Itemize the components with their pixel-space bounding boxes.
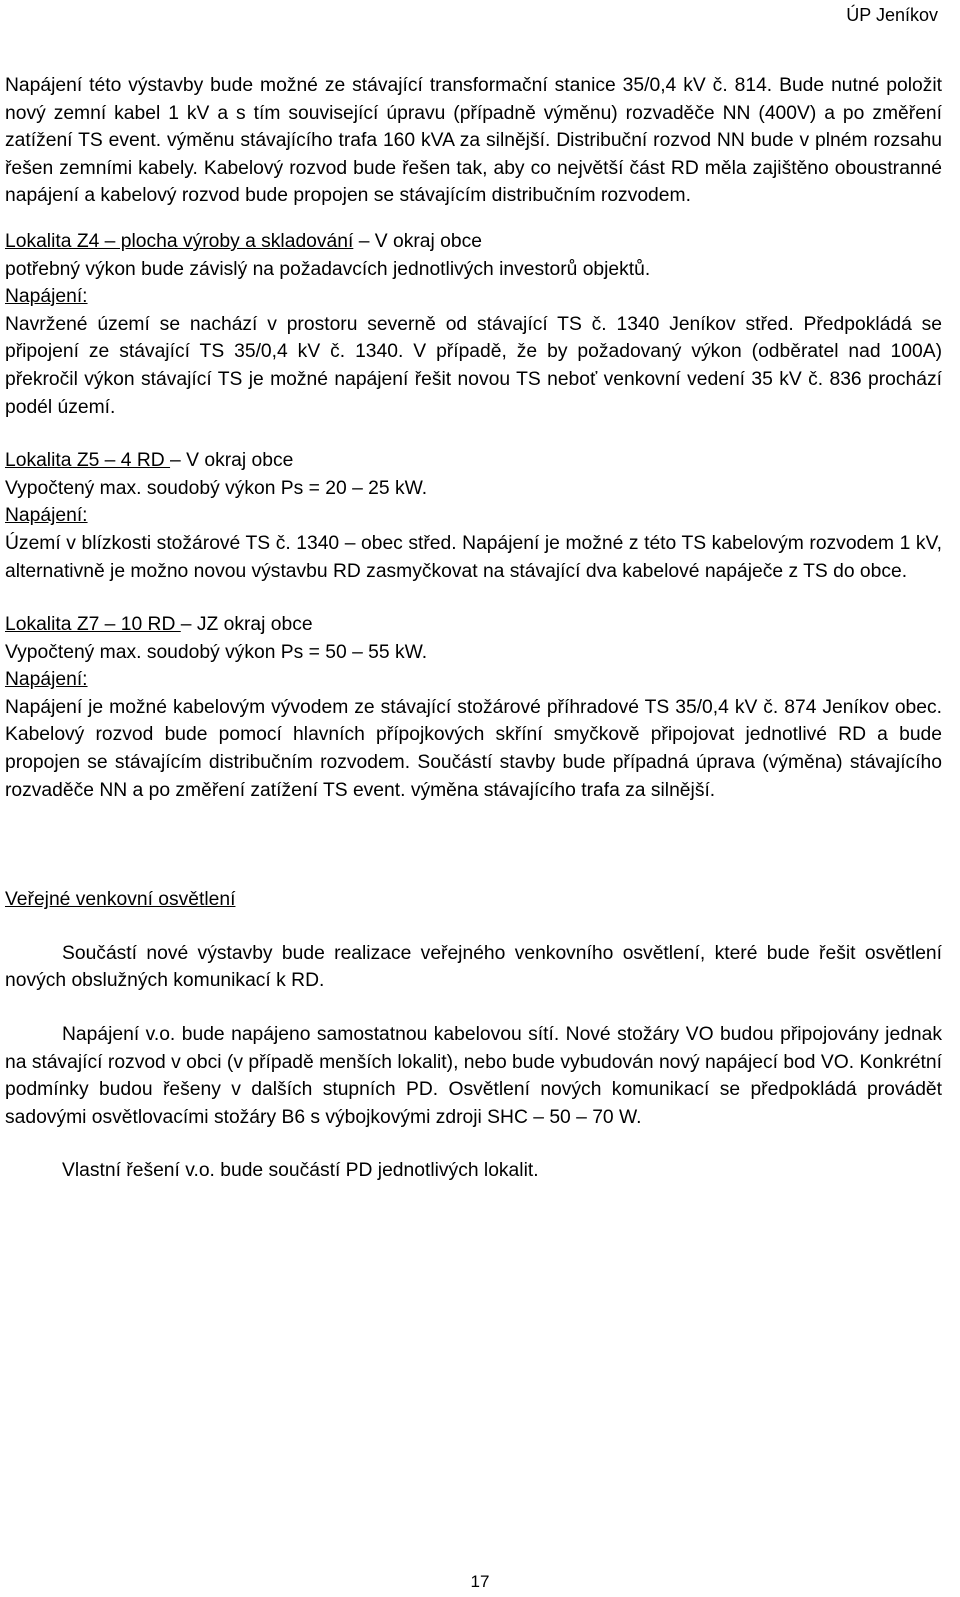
z7-text: Napájení je možné kabelovým vývodem ze stávající stožárové příhradové TS 35/0,4 kV č. 874 Jeníkov obec. Kabelový rozvod bude pomocí hlavních přípojkových skříní smyčkově připojovat jednotlivé RD a bude propojen se stávajícím distribučním rozvodem. Součástí stavby bude případná úprava (výměna) stávajícího rozvaděče NN a po změření zatížení TS event. výměna stávajícího trafa za silnější. bbox=[5, 696, 942, 801]
z5-heading bbox=[5, 447, 942, 475]
z7-heading bbox=[5, 611, 942, 639]
vo-heading: Veřejné venkovní osvětlení bbox=[5, 889, 236, 911]
page-number: 17 bbox=[470, 1572, 490, 1591]
running-header: ÚP Jeníkov bbox=[846, 5, 938, 25]
z5-heading-underlined: Lokalita Z5 – 4 RD bbox=[5, 450, 171, 472]
z5-heading-rest: – V okraj obce bbox=[170, 450, 294, 472]
z4-heading bbox=[5, 228, 942, 256]
z5-napajeni-label: Napájení: bbox=[5, 505, 88, 527]
z4-line: potřebný výkon bude závislý na požadavcích jednotlivých investorů objektů. bbox=[5, 258, 651, 280]
z7-vykon: Vypočtený max. soudobý výkon Ps = 50 – 55 kW. bbox=[5, 641, 428, 663]
paragraph-intro: Napájení této výstavby bude možné ze stávající transformační stanice 35/0,4 kV č. 814. Bude nutné položit nový zemní kabel 1 kV a s tím související úpravu (případně výměnu) rozvaděče NN (400V) a po změření zatížení TS event. výměnu stávajícího trafa 160 kVA za silnější. Distribuční rozvod NN bude v plném rozsahu řešen zemními kabely. Kabelový rozvod bude řešen tak, aby co největší část RD měla zajištěno oboustranné napájení a kabelový rozvod bude propojen se stávajícím distribučním rozvodem. bbox=[5, 75, 942, 207]
z5-text: Území v blízkosti stožárové TS č. 1340 – obec střed. Napájení je možné z této TS kabelovým rozvodem 1 kV, alternativně je možno novou výstavbu RD zasmyčkovat na stávající dva kabelové napáječe z TS do obce. bbox=[5, 532, 942, 582]
z7-heading-underlined: Lokalita Z7 – 10 RD bbox=[5, 614, 181, 636]
z4-text: Navržené území se nachází v prostoru severně od stávající TS č. 1340 Jeníkov střed. Předpokládá se připojení ze stávající TS 35/0,4 kV č. 1340. V případě, že by požadovaný výkon (odběratel nad 100A) překročil výkon stávající TS je možné napájení řešit novou TS neboť venkovní vedení 35 kV č. 836 prochází podél území. bbox=[5, 313, 942, 418]
vo-paragraph-3: Vlastní řešení v.o. bude součástí PD jednotlivých lokalit. bbox=[62, 1160, 539, 1182]
vo-paragraph-2: Napájení v.o. bude napájeno samostatnou kabelovou sítí. Nové stožáry VO budou připojovány jednak na stávající rozvod v obci (v případě menších lokalit), nebo bude vybudován nový napájecí bod VO. Konkrétní podmínky budou řešeny v dalších stupních PD. Osvětlení nových komunikací se předpokládá provádět sadovými osvětlovacími stožáry B6 s výbojkovými zdroji SHC – 50 – 70 W. bbox=[5, 1024, 942, 1128]
z4-heading-rest: – V okraj obce bbox=[353, 230, 482, 252]
vo-paragraph-1: Součástí nové výstavby bude realizace veřejného venkovního osvětlení, které bude řešit osvětlení nových obslužných komunikací k RD. bbox=[5, 942, 942, 992]
z5-vykon: Vypočtený max. soudobý výkon Ps = 20 – 25 kW. bbox=[5, 477, 428, 499]
z7-napajeni-label: Napájení: bbox=[5, 669, 88, 691]
z4-heading-underlined: Lokalita Z4 – plocha výroby a skladování bbox=[5, 230, 354, 252]
z7-heading-rest: – JZ okraj obce bbox=[180, 614, 313, 636]
document-body bbox=[5, 72, 942, 1185]
z4-napajeni-label: Napájení: bbox=[5, 286, 88, 308]
